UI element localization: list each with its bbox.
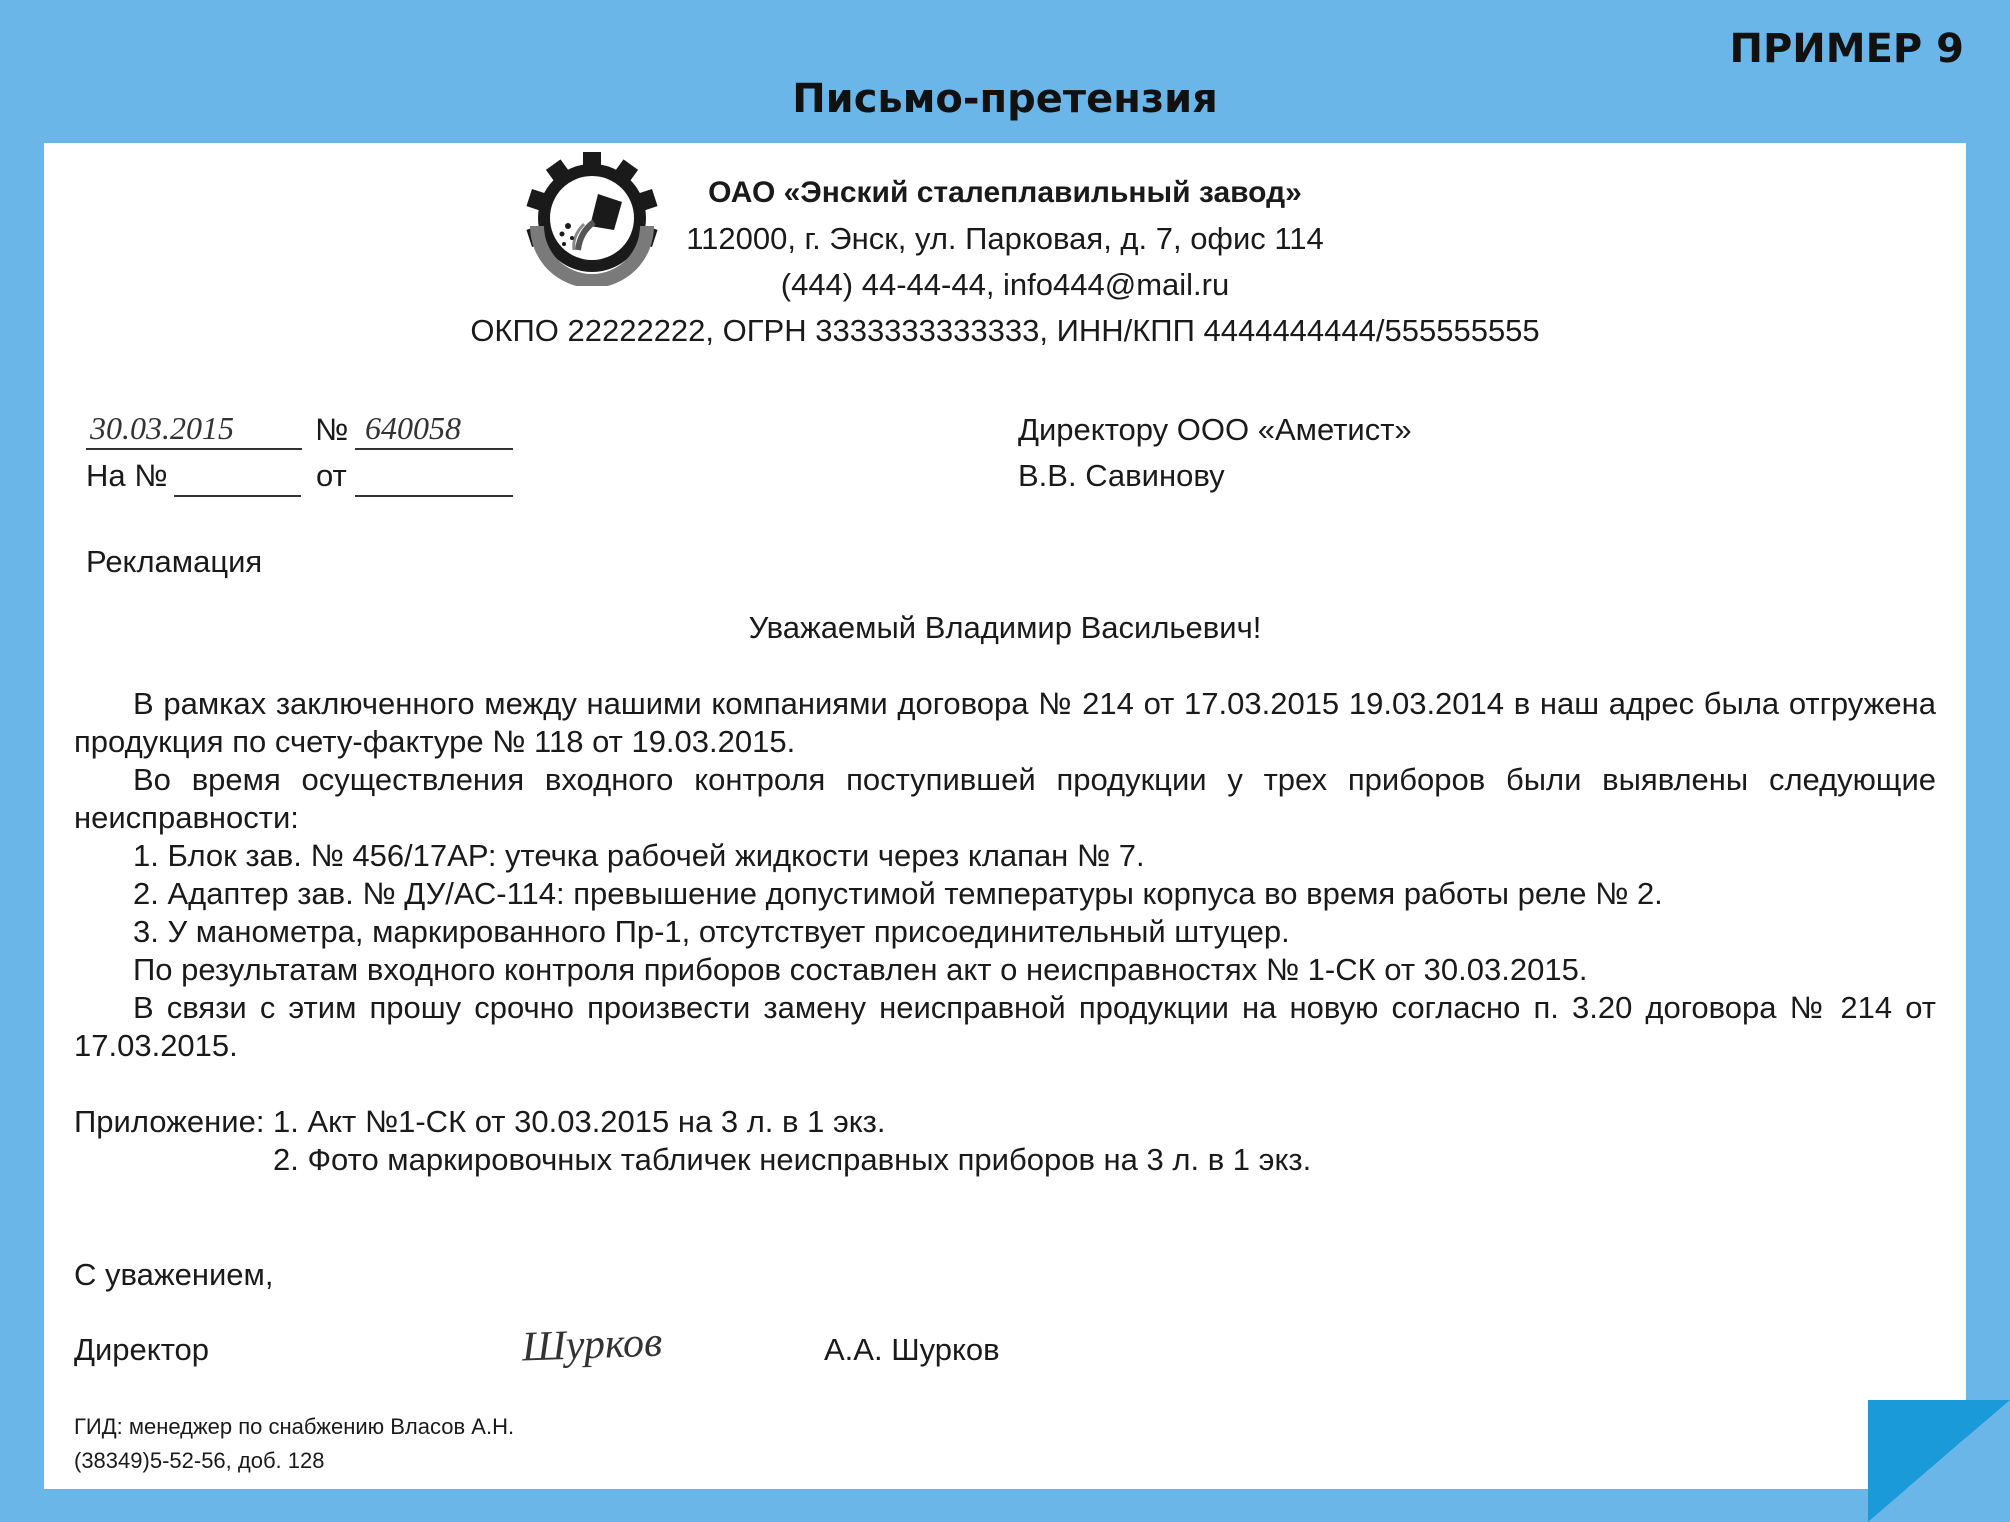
signer-position: Директор (74, 1332, 210, 1367)
defect-item-2: 2. Адаптер зав. № ДУ/АС-114: превышение допустимой температуры корпуса во время работы реле № 2. (133, 876, 1663, 911)
closing: С уважением, (74, 1257, 274, 1292)
defect-item-1: 1. Блок зав. № 456/17АР: утечка рабочей жидкости через клапан № 7. (133, 838, 1145, 873)
executor-phone: (38349)5-52-56, доб. 128 (74, 1448, 325, 1473)
company-name: ОАО «Энский сталеплавильный завод» (708, 176, 1302, 209)
gear-logo-icon (524, 150, 660, 286)
number-handwritten: 640058 (365, 410, 461, 446)
document-title: Письмо-претензия (792, 76, 1218, 122)
executor-info: ГИД: менеджер по снабжению Власов А.Н. (74, 1414, 515, 1439)
example-label: ПРИМЕР 9 (1729, 26, 1964, 72)
signer-name: А.А. Шурков (824, 1332, 1000, 1367)
number-field (355, 408, 513, 450)
recipient-name: В.В. Савинову (1018, 458, 1225, 493)
ref-number-field (174, 455, 301, 497)
company-contacts: (444) 44-44-44, info444@mail.ru (780, 267, 1230, 302)
subject: Рекламация (86, 544, 263, 579)
letter-sheet (44, 143, 1966, 1489)
company-address: 112000, г. Энск, ул. Парковая, д. 7, офис 114 (686, 221, 1324, 256)
paragraph-request: В связи с этим прошу срочно произвести замену неисправной продукции на новую согласно п. 3.20 договора № 214 от 17.03.2015. (74, 990, 1936, 1063)
attachment-item-2: 2. Фото маркировочных табличек неисправных приборов на 3 л. в 1 экз. (273, 1142, 1312, 1177)
recipient-position: Директору ООО «Аметист» (1018, 412, 1412, 447)
folded-corner-icon (1868, 1400, 2010, 1522)
number-label: № (315, 412, 349, 447)
ref-number-label: На № (86, 458, 168, 493)
paragraph-contract: В рамках заключенного между нашими компаниями договора № 214 от 17.03.2015 19.03.2014 в наш адрес была отгружена продукция по счету-фактуре № 118 от 19.03.2015. (74, 686, 1936, 759)
paragraph-inspection: Во время осуществления входного контроля поступившей продукции у трех приборов были выявлены следующие неисправности: (74, 762, 1936, 835)
date-field (86, 408, 302, 450)
attachment-item-1: 1. Акт №1-СК от 30.03.2015 на 3 л. в 1 экз. (273, 1104, 886, 1139)
attachments-label: Приложение: (74, 1104, 265, 1139)
defect-item-3: 3. У манометра, маркированного Пр-1, отсутствует присоединительный штуцер. (133, 914, 1290, 949)
salutation: Уважаемый Владимир Васильевич! (748, 610, 1262, 645)
company-codes: ОКПО 22222222, ОГРН 3333333333333, ИНН/КПП 4444444444/555555555 (470, 313, 1540, 348)
handwritten-signature: Шурков (521, 1319, 663, 1371)
ref-date-field (355, 455, 513, 497)
ref-date-label: от (316, 458, 347, 493)
date-handwritten: 30.03.2015 (90, 410, 234, 446)
paragraph-act: По результатам входного контроля приборов составлен акт о неисправностях № 1-СК от 30.03.2015. (133, 952, 1588, 987)
